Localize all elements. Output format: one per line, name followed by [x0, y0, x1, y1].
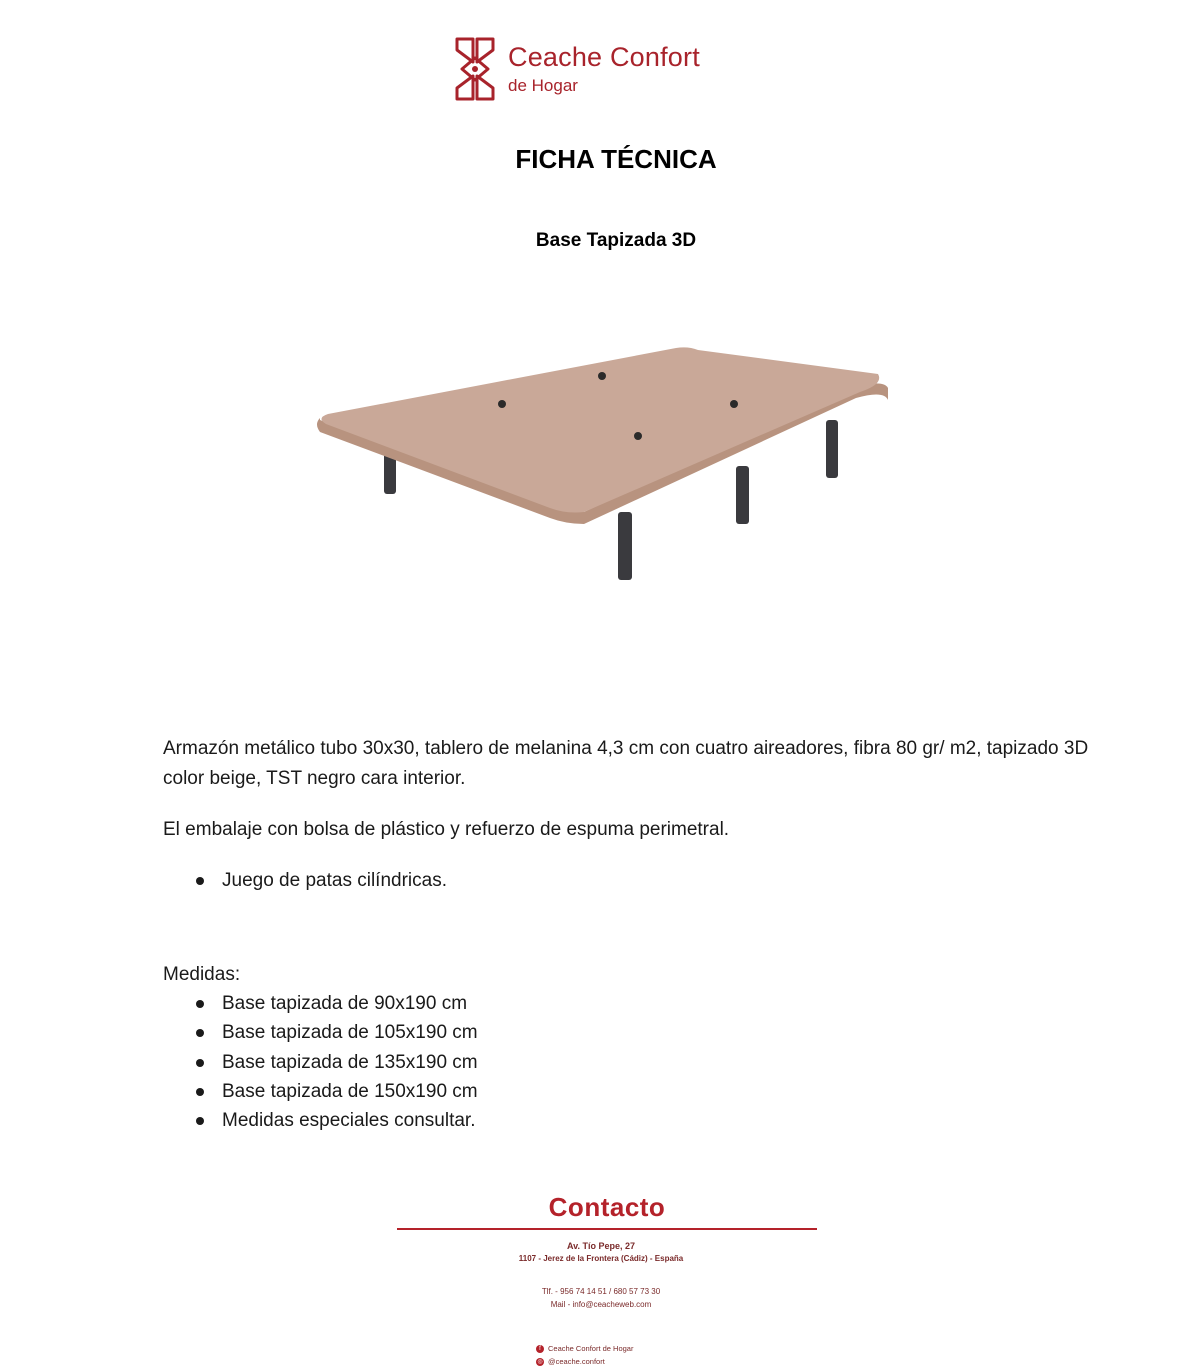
product-image: [300, 330, 910, 590]
measure-item: Base tapizada de 105x190 cm: [192, 1018, 478, 1047]
feature-list: [192, 866, 447, 895]
instagram-link[interactable]: ◎ @ceache.confort: [537, 1357, 605, 1366]
document-title: FICHA TÉCNICA: [515, 144, 717, 174]
brand-logo: [452, 36, 742, 102]
contact-email[interactable]: Mail - info@ceacheweb.com: [550, 1300, 652, 1309]
feature-item: Juego de patas cilíndricas.: [192, 866, 447, 895]
bullet-icon: [196, 877, 204, 885]
facebook-link[interactable]: f Ceache Confort de Hogar: [536, 1344, 633, 1354]
bullet-icon: [196, 1117, 204, 1125]
brand-name: Ceache Confort: [508, 42, 700, 72]
bullet-icon: [196, 1000, 204, 1008]
bullet-icon: [196, 1029, 204, 1037]
contact-title: Contacto: [548, 1192, 666, 1222]
instagram-icon: ◎: [537, 1359, 543, 1366]
bullet-icon: [196, 1059, 204, 1067]
measures-list: [192, 989, 478, 1135]
measure-item: Base tapizada de 150x190 cm: [192, 1077, 478, 1106]
bullet-icon: [196, 1088, 204, 1096]
contact-phone[interactable]: Tlf. - 956 74 14 51 / 680 57 73 30: [541, 1287, 661, 1296]
bed-base-illustration: [300, 330, 910, 590]
product-name: Base Tapizada 3D: [535, 230, 697, 251]
packaging-paragraph: El embalaje con bolsa de plástico y refuerzo de espuma perimetral.: [163, 819, 730, 840]
measure-item: Medidas especiales consultar.: [192, 1106, 478, 1135]
contact-address: Av. Tío Pepe, 27: [566, 1241, 636, 1251]
facebook-icon: f: [536, 1345, 544, 1353]
contact-city: 1107 - Jerez de la Frontera (Cádiz) - España: [518, 1254, 684, 1263]
description-paragraph: Armazón metálico tubo 30x30, tablero de melanina 4,3 cm con cuatro aireadores, fibra 80 gr/ m2, tapizado 3D color beige, TST negro cara interior.: [163, 738, 1089, 789]
brand-subtitle: de Hogar: [508, 76, 578, 95]
measure-item: Base tapizada de 135x190 cm: [192, 1048, 478, 1077]
measure-item: Base tapizada de 90x190 cm: [192, 989, 478, 1018]
butterfly-logo-icon: [452, 36, 498, 102]
measures-label: Medidas:: [163, 964, 241, 985]
contact-divider: [397, 1228, 817, 1230]
